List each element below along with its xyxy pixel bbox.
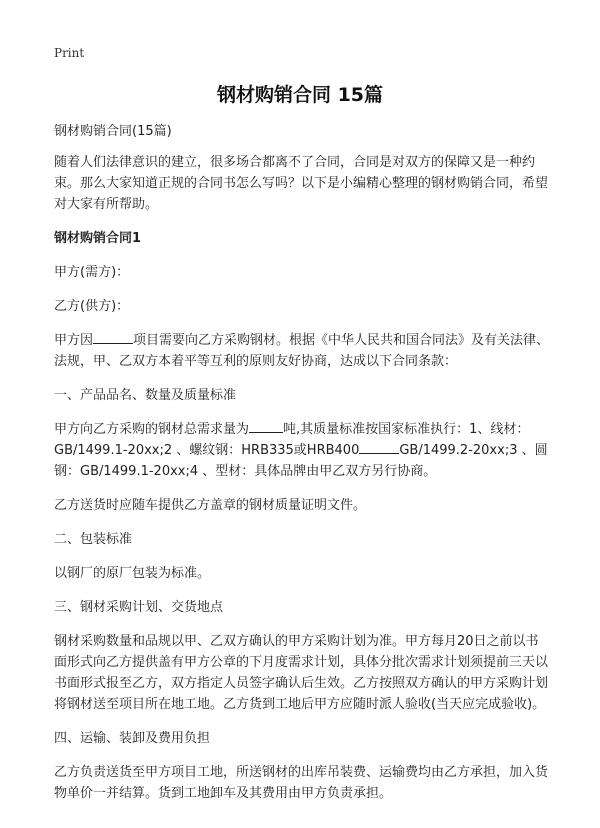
packaging-paragraph: 以钢厂的原厂包装为标准。 xyxy=(54,566,211,581)
clause-1-heading: 一、产品品名、数量及质量标准 xyxy=(54,388,237,403)
quantity-pre: 甲方向乙方采购的钢材总需求量为 xyxy=(54,422,250,437)
quantity-paragraph xyxy=(54,419,550,482)
document-title: 钢材购销合同 15篇 xyxy=(216,84,384,106)
intro-paragraph: 随着人们法律意识的建立，很多场合都离不了合同，合同是对双方的保障又是一种约束。那么大家知道正规的合同书怎么写吗？以下是小编精心整理的钢材购销合同，希望对大家有所帮助。 xyxy=(54,155,549,212)
document-body xyxy=(54,121,550,804)
transport-paragraph: 乙方负责送货至甲方项目工地，所送钢材的出库吊装费、运输费均由乙方承担，加入货物单价一并结算。货到工地卸车及其费用由甲方负责承担。 xyxy=(54,765,549,801)
party-b-line: 乙方(供方)： xyxy=(54,299,130,314)
purpose-post: 项目需要向乙方采购钢材。根据《中华人民共和国合同法》及有关法律、法规，甲、乙双方本着平等互利的原则友好协商，达成以下合同条款： xyxy=(54,333,550,369)
quantity-post: GB/1499.2-20xx;3 、圆钢：GB/1499.1-20xx;4 、型材：具体品牌由甲乙双方另行协商。 xyxy=(54,443,548,479)
plan-paragraph: 钢材采购数量和品规以甲、乙双方确认的甲方采购计划为准。甲方每月20日之前以书面形式向乙方提供盖有甲方公章的下月度需求计划，具体分批次需求计划须提前三天以书面形式报至乙方，双方指定人员签字确认后生效。乙方按照双方确认的甲方采购计划将钢材送至项目所在地工地。乙方货到工地后甲方应随时派人验收(当天应完成验收)。 xyxy=(54,634,549,712)
project-name-blank xyxy=(93,330,133,344)
quantity-mid: 吨,其质量标准按国家标准执行：1、线材：GB/1499.1-20xx;2 、螺纹钢：HRB335或HRB400 xyxy=(54,422,530,458)
print-label[interactable]: Print xyxy=(54,46,85,60)
clause-4-heading: 四、运输、装卸及费用负担 xyxy=(54,731,211,746)
section-heading: 钢材购销合同1 xyxy=(54,231,142,246)
purpose-paragraph xyxy=(54,330,550,372)
document-subtitle: 钢材购销合同(15篇) xyxy=(54,124,172,139)
clause-2-heading: 二、包装标准 xyxy=(54,532,133,547)
party-a-line: 甲方(需方)： xyxy=(54,265,130,280)
grade-blank xyxy=(359,440,399,454)
purpose-pre: 甲方因 xyxy=(54,333,94,348)
clause-3-heading: 三、钢材采购计划、交货地点 xyxy=(54,600,224,615)
certificate-paragraph: 乙方送货时应随车提供乙方盖章的钢材质量证明文件。 xyxy=(54,498,367,513)
tonnage-blank xyxy=(249,419,283,433)
